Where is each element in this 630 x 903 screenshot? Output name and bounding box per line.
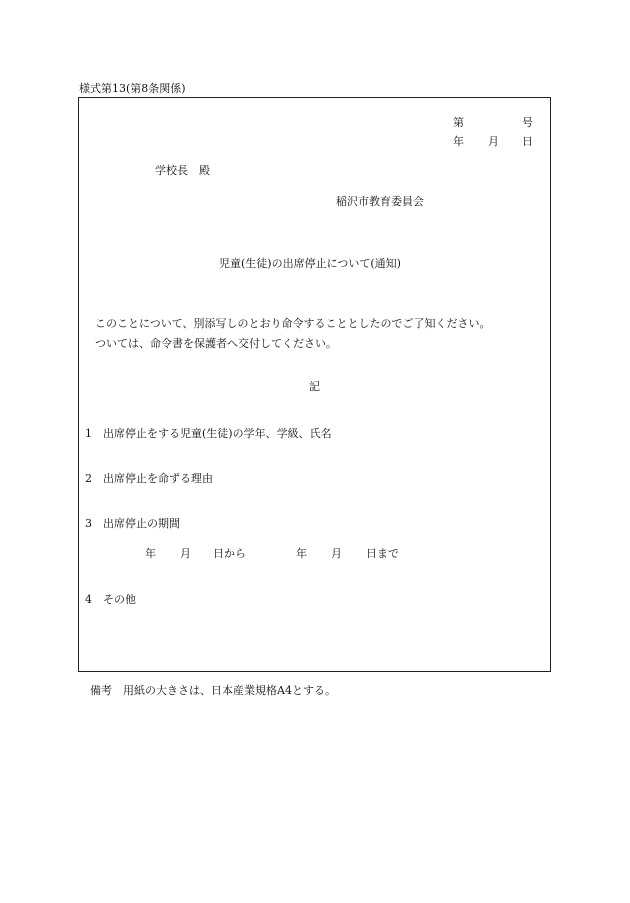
number-prefix: 第 <box>453 116 464 129</box>
number-suffix: 号 <box>522 116 533 129</box>
item-3: 3 出席停止の期間 <box>85 517 180 530</box>
item-1: 1 出席停止をする児童(生徒)の学年、学級、氏名 <box>85 427 332 440</box>
period-start-year: 年 <box>145 547 156 560</box>
item-2: 2 出席停止を命ずる理由 <box>85 472 213 485</box>
body-line-1: このことについて、別添写しのとおり命令することとしたのでご了知ください。 <box>95 317 491 330</box>
sender: 稲沢市教育委員会 <box>336 195 424 208</box>
item-4: 4 その他 <box>85 593 136 606</box>
date-year: 年 <box>453 135 464 148</box>
note: 備考 用紙の大きさは、日本産業規格A4とする。 <box>90 684 336 697</box>
period-start-day: 日から <box>213 547 246 560</box>
body-line-2: ついては、命令書を保護者へ交付してください。 <box>95 337 337 350</box>
period-start-month: 月 <box>180 547 191 560</box>
date-month: 月 <box>488 135 499 148</box>
date-day: 日 <box>522 135 533 148</box>
form-label: 様式第13(第8条関係) <box>79 82 186 95</box>
period-end-month: 月 <box>331 547 342 560</box>
addressee: 学校長 殿 <box>155 164 210 177</box>
period-end-day: 日まで <box>366 547 399 560</box>
document-title: 児童(生徒)の出席停止について(通知) <box>219 257 401 270</box>
period-end-year: 年 <box>296 547 307 560</box>
ki-heading: 記 <box>309 380 320 393</box>
